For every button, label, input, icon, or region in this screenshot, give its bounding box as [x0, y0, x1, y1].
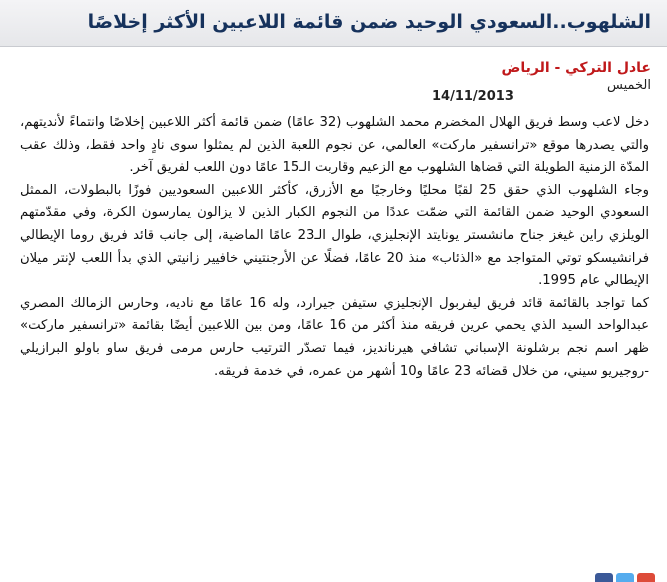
- article-paragraph-1: دخل لاعب وسط فريق الهلال المخضرم محمد الشلهوب (32 عامًا) ضمن قائمة أكثر اللاعبين إخلاصًا وانتماءً لأنديتهم، والتي يصدرها موقع «ترانسفير ماركت» العالمي، عن نجوم اللعبة الذين لم يمثلوا سوى نادٍ واحد فقط، وذلك عقب المدّة الزمنية الطويلة التي قضاها الشلهوب مع الزعيم وقاربت الـ15 عامًا دون اللعب لفريق آخر.: [20, 115, 649, 176]
- article-body: [20, 112, 649, 383]
- article-paragraph-2: وجاء الشلهوب الذي حقق 25 لقبًا محليًا وخارجيًا مع الأزرق، كأكثر اللاعبين السعوديين فوزًا بالبطولات، الممثل السعودي الوحيد ضمن القائمة التي ضمّت عددًا من النجوم الكبار الذين لا يزالون يمارسون الكرة، وفي مقدّمتهم الويلزي راين غيغز جناح مانشستر يونايتد الإنجليزي، طوال الـ23 عامًا الماضية، إلى جانب قائد فريق روما الإيطالي فرانشيسكو توتي المتواجد مع «الذئاب» منذ 20 عامًا، فضلًا عن الأرجنتيني خافيير زانيتي الذي بدأ اللعب لإنتر ميلان الإيطالي عام 1995.: [20, 182, 650, 289]
- publish-day: الخميس: [607, 78, 651, 93]
- share-facebook-icon[interactable]: [595, 573, 613, 582]
- headline-bar: [0, 0, 667, 47]
- share-google-icon[interactable]: [637, 573, 655, 582]
- share-buttons: [525, 573, 655, 582]
- share-twitter-icon[interactable]: [616, 573, 634, 582]
- article-author[interactable]: عادل التركي - الرياض: [501, 60, 651, 76]
- article-paragraph-3: كما تواجد بالقائمة قائد فريق ليفربول الإنجليزي ستيفن جيرارد، وله 16 عامًا مع ناديه، وحارس الزمالك المصري عبدالواحد السيد الذي يحمي عرين فريقه منذ أكثر من 16 عامًا، ومن بين اللاعبين أيضًا بقائمة «ترانسفير ماركت» ظهر اسم نجم برشلونة الإسباني تشافي هيرنانديز، فيما تصدّر الترتيب حارس مرمى فريق ساو باولو البرازيلي -روجيريو سيني، من خلال قضائه 23 عامًا و10 أشهر من عمره، في خدمة فريقه.: [20, 295, 649, 379]
- article-headline: الشلهوب..السعودي الوحيد ضمن قائمة اللاعبين الأكثر إخلاصًا: [87, 11, 651, 33]
- publish-date: 14/11/2013: [432, 89, 514, 104]
